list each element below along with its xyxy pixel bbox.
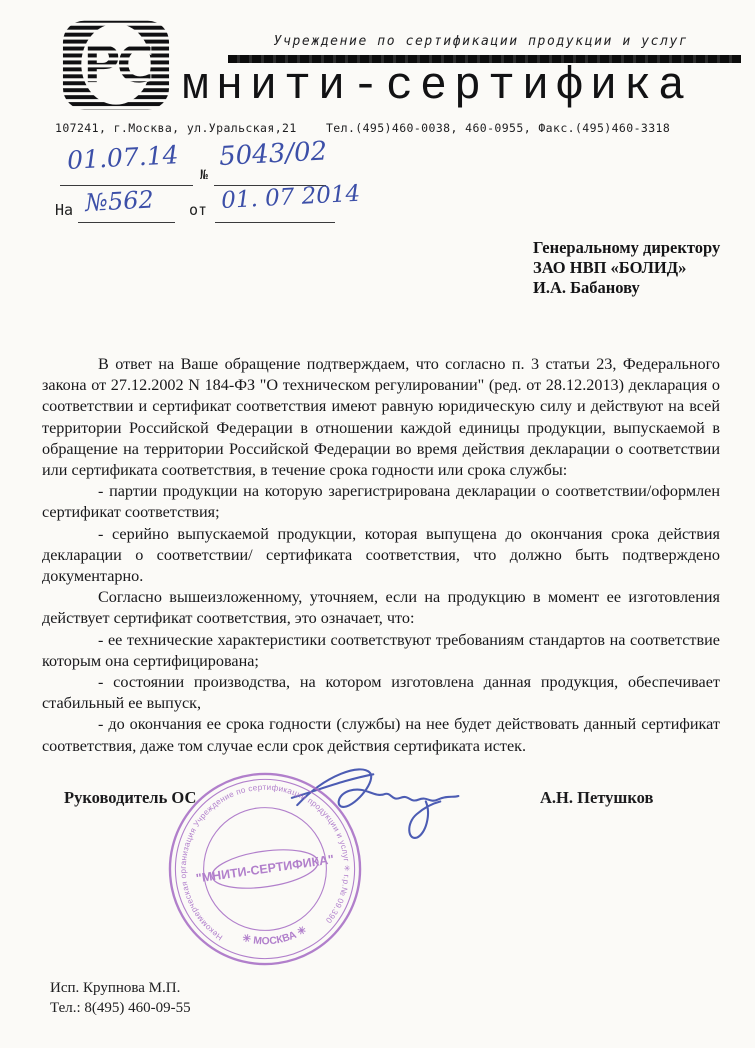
rs-tv-logo-icon [62, 18, 170, 116]
body-paragraph: - партии продукции на которую зарегистрирована декларации о соответствии/оформлен сертификат соответствия; [42, 482, 720, 522]
org-name-title: мнити-сертифика [182, 61, 693, 112]
recipient-line: И.А. Бабанову [533, 278, 640, 297]
stamp-center-text: "МНИТИ-СЕРТИФИКА" [195, 852, 335, 886]
number-sign-label: № [200, 168, 208, 183]
letter-body [42, 354, 720, 757]
body-paragraph: - ее технические характеристики соответствуют требованиям стандартов на соответствие которым она сертифицирована; [42, 630, 720, 670]
logo-letters: РС [82, 35, 150, 96]
recipient-line: ЗАО НВП «БОЛИД» [533, 258, 687, 277]
incoming-number-handwritten: №562 [84, 185, 155, 217]
signer-title: Руководитель ОС [64, 788, 197, 807]
outgoing-number-handwritten: 5043/02 [218, 136, 328, 172]
svg-text:✳ МОСКВА ✳ [239, 924, 310, 952]
stamp-ring-text: Некоммерческая организация Учреждение по сертификации продукции и услуг ✳ г.р.№ 09.390 [178, 782, 352, 943]
stamp-city-text: ✳ МОСКВА ✳ [240, 924, 309, 948]
outgoing-date-handwritten: 01.07.14 [66, 140, 180, 175]
recipient-line: Генеральному директору [533, 238, 721, 257]
org-address-line: 107241, г.Москва, ул.Уральская,21 Тел.(495)460-0038, 460-0955, Факс.(495)460-3318 [55, 121, 671, 135]
signer-name: А.Н. Петушков [540, 788, 654, 807]
executor-phone: Тел.: 8(495) 460-09-55 [50, 999, 191, 1016]
body-paragraph: - серийно выпускаемой продукции, которая выпущена до окончания срока действия декларации о соответствии/ сертификата соответствия, что должно быть подтверждено документарно. [42, 524, 720, 586]
incoming-ref-label: На [55, 201, 74, 219]
incoming-number-underline [78, 222, 175, 223]
body-paragraph: В ответ на Ваше обращение подтверждаем, что согласно п. 3 статьи 23, Федерального закона от 27.12.2002 N 184-ФЗ "О техническом регулировании" (ред. от 28.12.2013) декларация о соответствии и сертификат соответствия имеют равную юридическую силу и действуют на всей территории Российской Федерации в отношении каждой единицы продукции, выпускаемой в обращение на территории Российской Федерации во время действия декларации о соответствии или сертификата соответствия, в течение срока годности или срока службы: [42, 355, 720, 480]
incoming-date-underline [215, 222, 335, 223]
org-tagline: Учреждение по сертификации продукции и услуг [273, 34, 689, 49]
body-paragraph: Согласно вышеизложенному, уточняем, если на продукцию в момент ее изготовления действует сертификат соответствия, это означает, что: [42, 588, 720, 628]
body-paragraph: - состоянии производства, на котором изготовлена данная продукция, обеспечивает стабильный ее выпуск, [42, 673, 720, 713]
round-stamp [166, 770, 364, 968]
recipient-block [533, 238, 743, 298]
body-paragraph: - до окончания ее срока годности (службы) на нее будет действовать данный сертификат соответствия, даже том случае если срок действия сертификата истек. [42, 715, 720, 755]
from-label: от [189, 201, 208, 219]
incoming-date-handwritten: 01. 07 2014 [220, 180, 361, 214]
executor-name: Исп. Крупнова М.П. [50, 980, 181, 996]
executor-block [50, 979, 191, 1018]
